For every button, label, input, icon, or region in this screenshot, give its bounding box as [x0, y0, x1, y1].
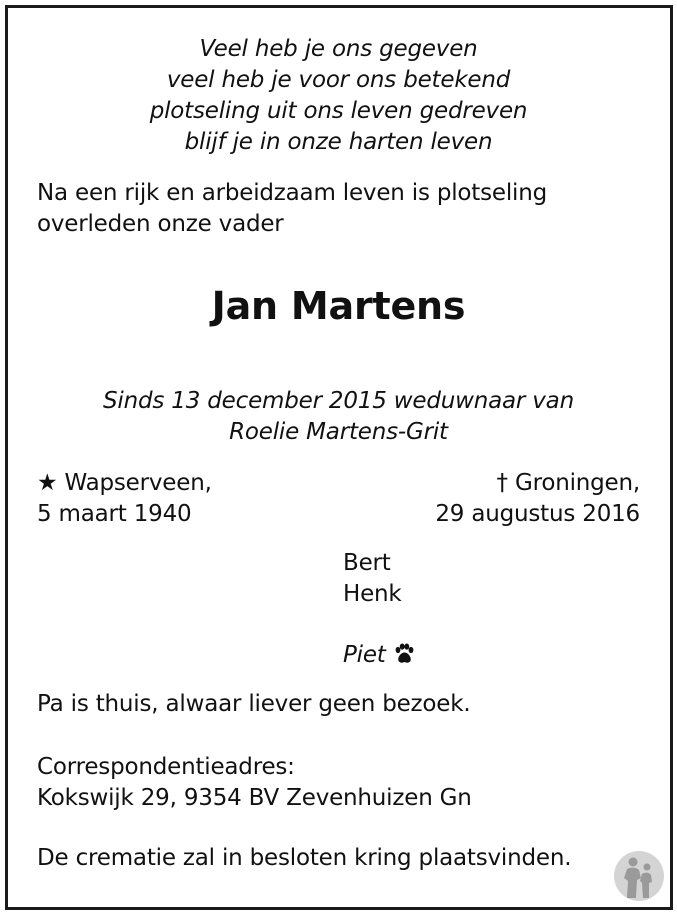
intro-line: overleden onze vader: [37, 211, 284, 237]
deceased-name: Jan Martens: [211, 284, 466, 328]
death-info: [435, 468, 640, 530]
poem-line: Veel heb je ons gegeven: [199, 36, 478, 62]
correspondence-block: [37, 752, 472, 814]
pet-name: Piet: [343, 642, 386, 668]
intro-line: Na een rijk en arbeidzaam leven is plotseling: [37, 180, 548, 206]
birth-date: 5 maart 1940: [37, 501, 192, 527]
intro-text: [37, 178, 547, 240]
children-list: [343, 548, 402, 610]
widower-line: Sinds 13 december 2015 weduwnaar van: [103, 388, 574, 414]
poem-line: blijf je in onze harten leven: [184, 129, 493, 155]
child-name: Henk: [343, 581, 402, 607]
child-name: Bert: [343, 550, 391, 576]
paw-print-icon: [392, 642, 416, 675]
death-date: 29 augustus 2016: [435, 501, 640, 527]
correspondence-label: Correspondentieadres:: [37, 754, 295, 780]
poem-line: veel heb je voor ons betekend: [166, 67, 511, 93]
widower-note: [0, 386, 677, 448]
widower-line: Roelie Martens-Grit: [229, 419, 448, 445]
birth-place: ★ Wapserveen,: [37, 470, 212, 496]
cremation-note: De crematie zal in besloten kring plaatsvinden.: [37, 845, 572, 871]
memorial-logo-icon: [613, 849, 665, 907]
memorial-poem: [0, 34, 677, 158]
pet-entry: [343, 640, 416, 675]
birth-info: [37, 468, 212, 530]
death-place: † Groningen,: [496, 470, 640, 496]
visit-note: Pa is thuis, alwaar liever geen bezoek.: [37, 691, 471, 717]
poem-line: plotseling uit ons leven gedreven: [149, 98, 528, 124]
correspondence-address: Kokswijk 29, 9354 BV Zevenhuizen Gn: [37, 785, 472, 811]
